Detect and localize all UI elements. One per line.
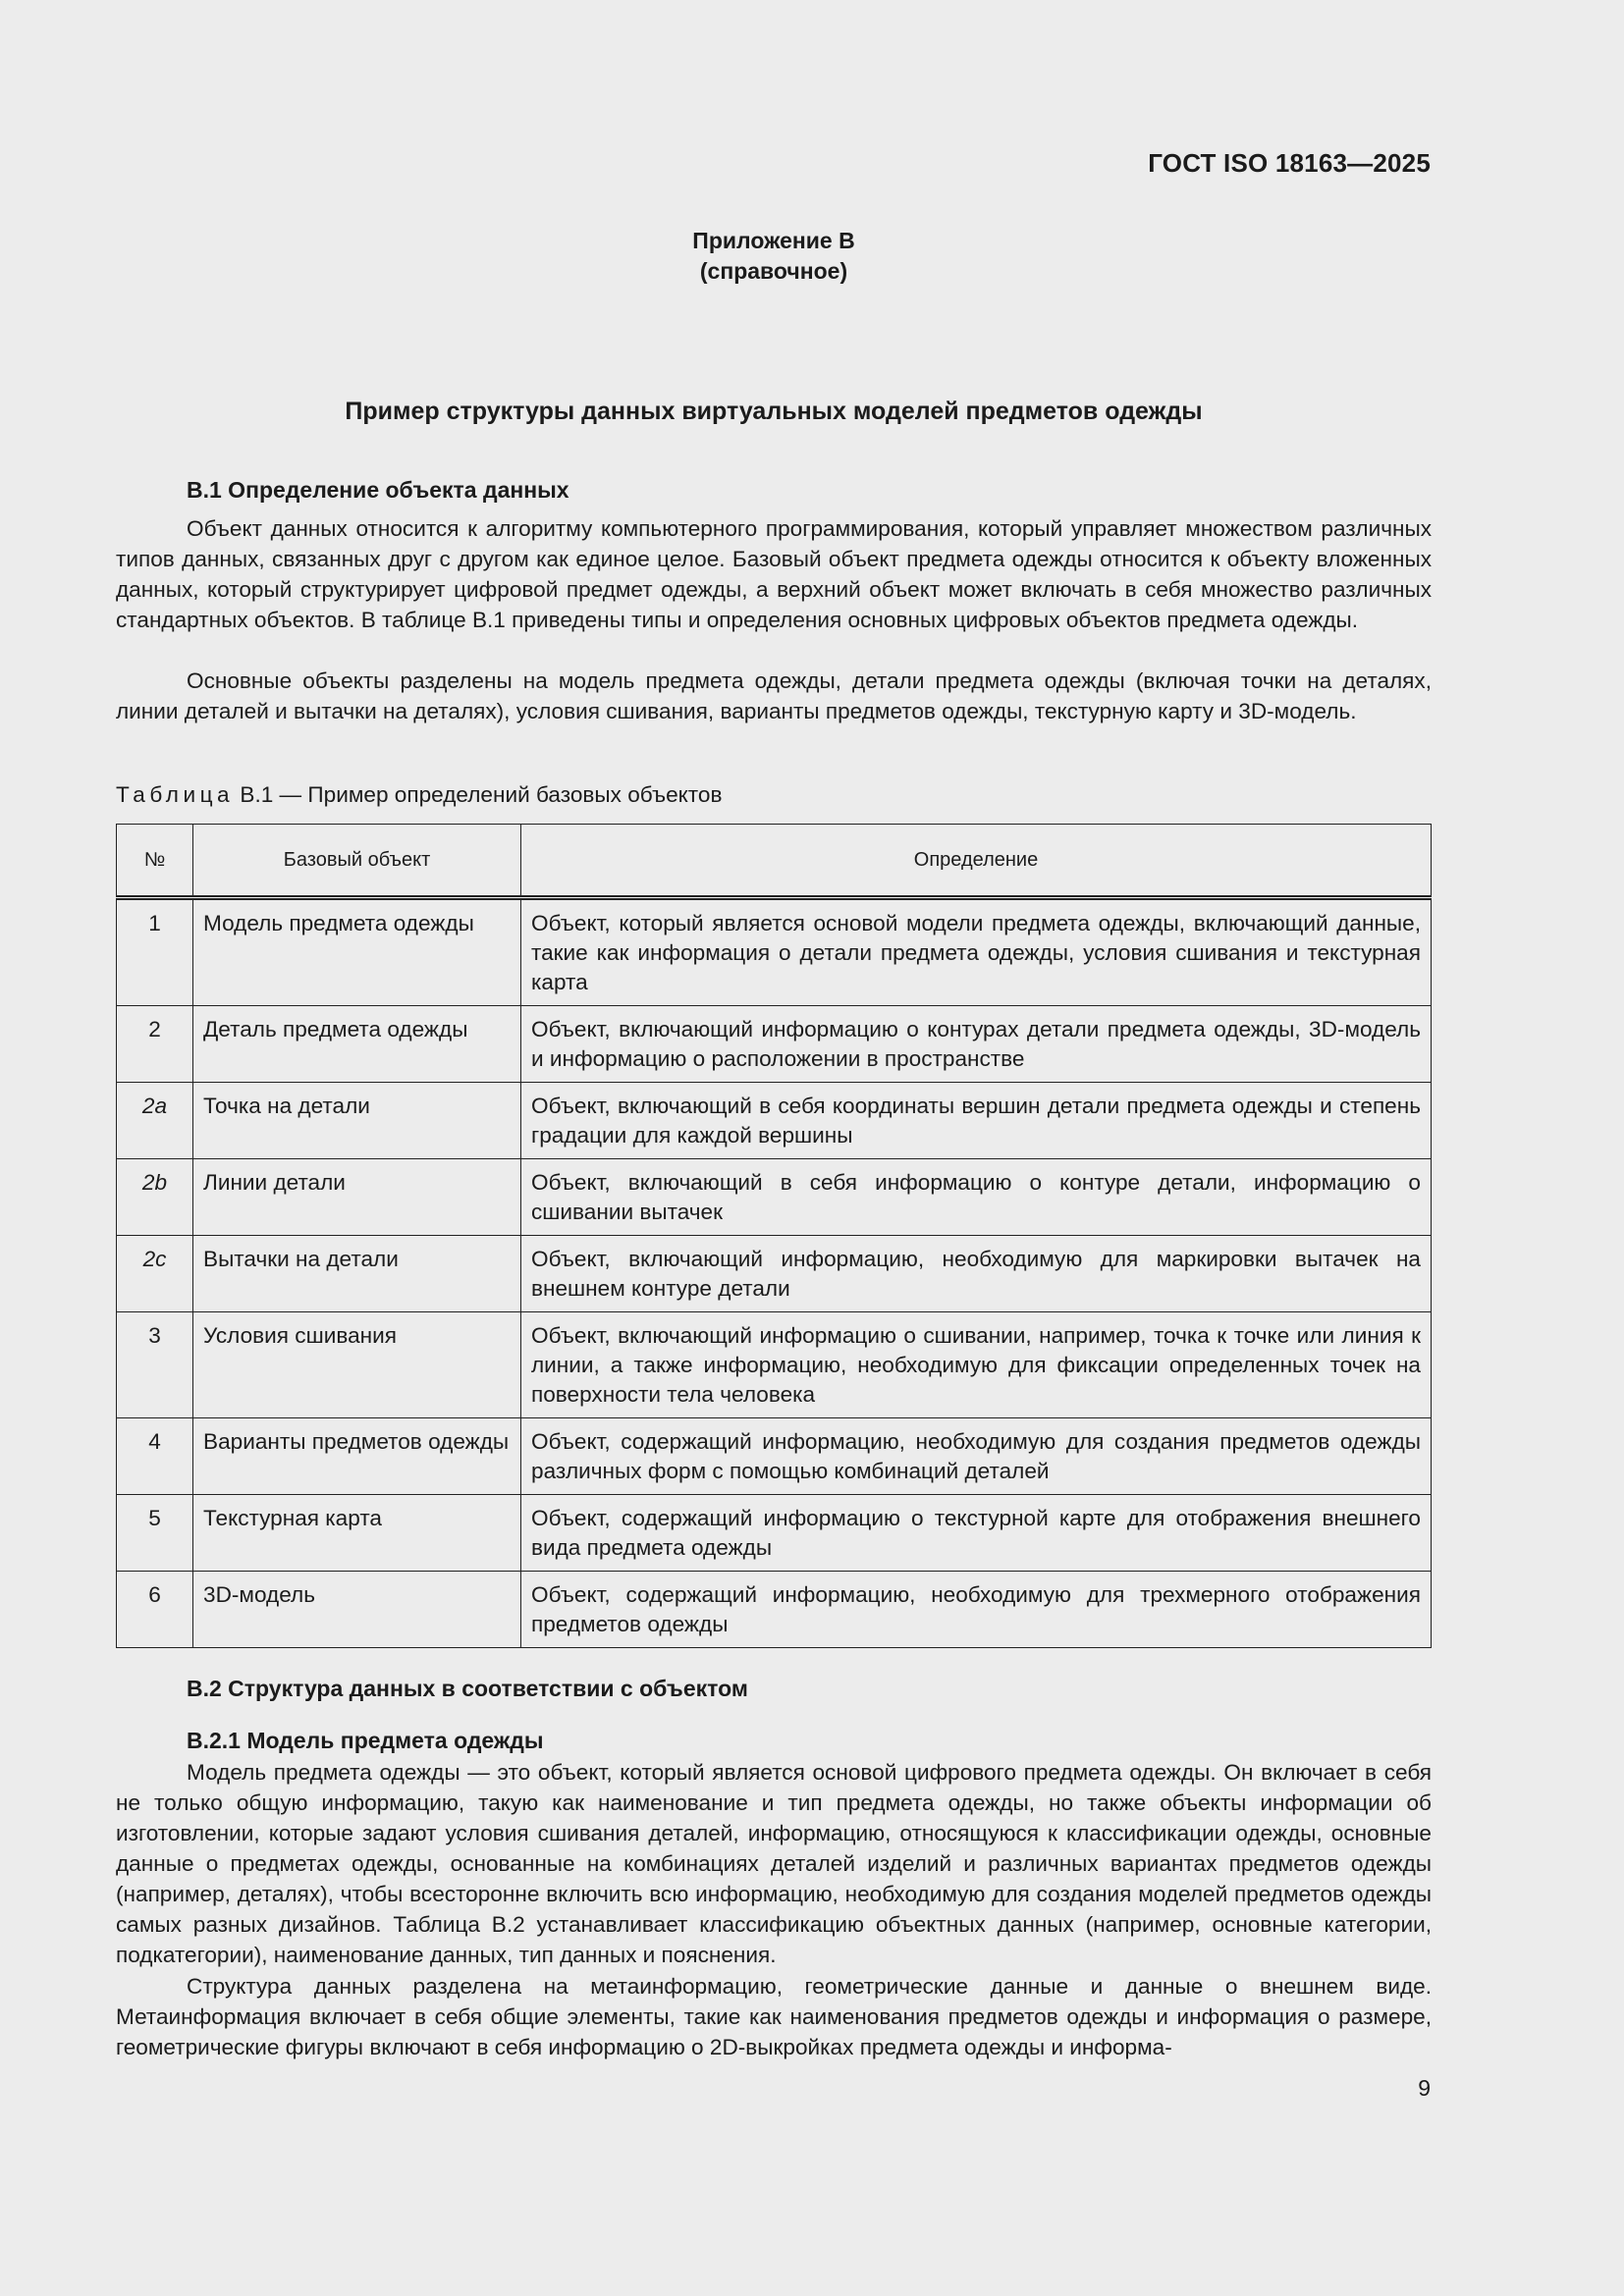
table-row — [117, 1418, 1432, 1495]
table-row — [117, 1006, 1432, 1083]
annex-heading: Пример структуры данных виртуальных моделей предметов одежды — [345, 398, 1203, 425]
table-row — [117, 1495, 1432, 1572]
section-b2-heading: В.2 Структура данных в соответствии с объектом — [187, 1676, 748, 1701]
row-definition: Объект, содержащий информацию о текстурной карте для отображения внешнего вида предмета одежды — [521, 1495, 1432, 1572]
row-number: 6 — [117, 1572, 193, 1648]
table-caption — [116, 782, 722, 808]
row-definition: Объект, который является основой модели предмета одежды, включающий данные, такие как информация о детали предмета одежды, условия сшивания и текстурная карта — [521, 898, 1432, 1006]
row-number: 3 — [117, 1312, 193, 1418]
table-row — [117, 1083, 1432, 1159]
table-caption-text: В.1 — Пример определений базовых объектов — [234, 782, 723, 807]
section-b21-paragraph: Модель предмета одежды — это объект, который является основой цифрового предмета одежды. Он включает в себя не только общую информацию, такую как наименование и тип предмета одежды, но также объекты информации об изготовлении, которые задают условия сшивания деталей, информацию, относящуюся к классификации одежды, основные данные о предметах одежды, основанные на комбинациях деталей изделий и различных вариантах предметов одежды (например, деталях), чтобы всесторонне включить всю информацию, необходимую для создания моделей предметов одежды самых разных дизайнов. Таблица В.2 устанавливает классификацию объектных данных (например, основные категории, подкатегории), наименование данных, тип данных и пояснения. — [116, 1760, 1432, 1967]
row-number: 2 — [117, 1006, 193, 1083]
section-b1-heading: В.1 Определение объекта данных — [187, 477, 569, 503]
table-header-row — [117, 825, 1432, 898]
row-definition: Объект, включающий в себя координаты вершин детали предмета одежды и степень градации для каждой вершины — [521, 1083, 1432, 1159]
row-definition: Объект, включающий информацию о контурах детали предмета одежды, 3D-модель и информацию о расположении в пространстве — [521, 1006, 1432, 1083]
document-code: ГОСТ ISO 18163—2025 — [1148, 148, 1431, 178]
table-row — [117, 1159, 1432, 1236]
row-object: Вытачки на детали — [193, 1236, 521, 1312]
row-definition: Объект, включающий информацию, необходимую для маркировки вытачек на внешнем контуре детали — [521, 1236, 1432, 1312]
table-row — [117, 898, 1432, 1006]
row-object: Варианты предметов одежды — [193, 1418, 521, 1495]
section-b1-paragraph: Основные объекты разделены на модель предмета одежды, детали предмета одежды (включая точки на деталях, линии деталей и вытачки на деталях), условия сшивания, варианты предметов одежды, текстурную карту и 3D-модель. — [116, 668, 1432, 723]
row-number: 2a — [117, 1083, 193, 1159]
row-definition: Объект, включающий информацию о сшивании, например, точка к точке или линия к линии, а также информацию, необходимую для фиксации определенных точек на поверхности тела человека — [521, 1312, 1432, 1418]
definitions-table — [116, 824, 1432, 1648]
table-row — [117, 1572, 1432, 1648]
annex-status-line: (справочное) — [699, 258, 848, 284]
header-number: № — [117, 825, 193, 898]
table-row — [117, 1312, 1432, 1418]
row-definition: Объект, содержащий информацию, необходимую для трехмерного отображения предметов одежды — [521, 1572, 1432, 1648]
header-object: Базовый объект — [193, 825, 521, 898]
table-row — [117, 1236, 1432, 1312]
annex-title-line: Приложение В — [692, 228, 855, 253]
row-definition: Объект, включающий в себя информацию о контуре детали, информацию о сшивании вытачек — [521, 1159, 1432, 1236]
row-object: Текстурная карта — [193, 1495, 521, 1572]
row-number: 5 — [117, 1495, 193, 1572]
row-object: Деталь предмета одежды — [193, 1006, 521, 1083]
row-number: 2b — [117, 1159, 193, 1236]
row-object: Условия сшивания — [193, 1312, 521, 1418]
row-number: 2c — [117, 1236, 193, 1312]
row-object: Точка на детали — [193, 1083, 521, 1159]
table-caption-label: Таблица — [116, 782, 235, 807]
header-definition: Определение — [521, 825, 1432, 898]
section-b21-heading: В.2.1 Модель предмета одежды — [187, 1728, 544, 1753]
section-b1-paragraph: Объект данных относится к алгоритму компьютерного программирования, который управляет множеством различных типов данных, связанных друг с другом как единое целое. Базовый объект предмета одежды относится к объекту вложенных данных, который структурирует цифровой предмет одежды, а верхний объект может включать в себя множество различных стандартных объектов. В таблице В.1 приведены типы и определения основных цифровых объектов предмета одежды. — [116, 516, 1432, 632]
row-object: Модель предмета одежды — [193, 898, 521, 1006]
annex-label — [0, 226, 1547, 287]
row-number: 1 — [117, 898, 193, 1006]
row-definition: Объект, содержащий информацию, необходимую для создания предметов одежды различных форм с помощью комбинаций деталей — [521, 1418, 1432, 1495]
row-object: 3D-модель — [193, 1572, 521, 1648]
row-number: 4 — [117, 1418, 193, 1495]
row-object: Линии детали — [193, 1159, 521, 1236]
section-b21-paragraph: Структура данных разделена на метаинформацию, геометрические данные и данные о внешнем виде. Метаинформация включает в себя общие элементы, такие как наименования предметов одежды и информация о размере, геометрические фигуры включают в себя информацию о 2D-выкройках предмета одежды и информа- — [116, 1974, 1432, 2059]
page-number: 9 — [1418, 2075, 1431, 2101]
